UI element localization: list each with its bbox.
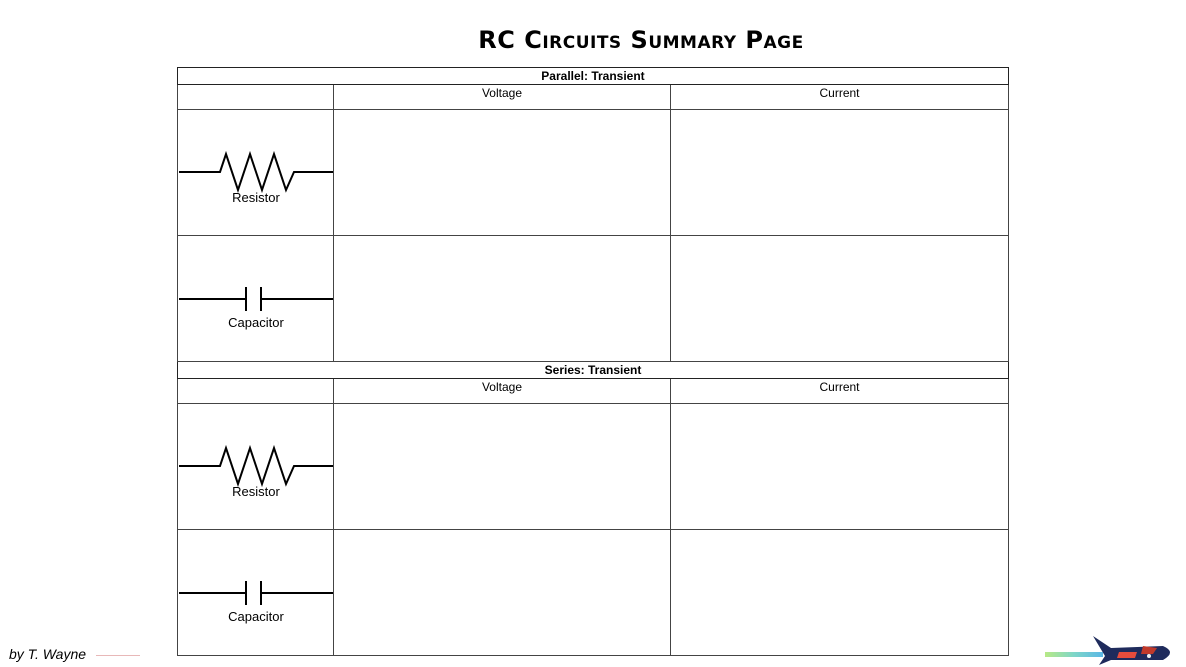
author-divider xyxy=(96,655,140,656)
resistor-label: Resistor xyxy=(232,190,280,205)
capacitor-label: Capacitor xyxy=(228,609,284,624)
resistor-symbol-cell xyxy=(178,110,334,236)
capacitor-symbol-cell xyxy=(178,236,334,362)
section-title-series: Series: Transient xyxy=(178,362,1009,379)
resistor-symbol-cell xyxy=(178,404,334,530)
column-header-voltage: Voltage xyxy=(334,379,671,404)
table-row xyxy=(178,236,1009,362)
capacitor-icon xyxy=(178,236,333,361)
column-header-current: Current xyxy=(671,379,1009,404)
series-capacitor-current-cell[interactable] xyxy=(671,530,1009,656)
page-title: RC Circuits Summary Page xyxy=(478,26,804,54)
table-row xyxy=(178,530,1009,656)
resistor-icon xyxy=(178,110,333,235)
column-header-current: Current xyxy=(671,85,1009,110)
capacitor-label: Capacitor xyxy=(228,315,284,330)
parallel-resistor-voltage-cell[interactable] xyxy=(334,110,671,236)
parallel-resistor-current-cell[interactable] xyxy=(671,110,1009,236)
capacitor-symbol-cell xyxy=(178,530,334,656)
table-row xyxy=(178,110,1009,236)
resistor-label: Resistor xyxy=(232,484,280,499)
column-header-blank xyxy=(178,85,334,110)
parallel-capacitor-current-cell[interactable] xyxy=(671,236,1009,362)
series-resistor-current-cell[interactable] xyxy=(671,404,1009,530)
resistor-icon xyxy=(178,404,333,529)
column-header-voltage: Voltage xyxy=(334,85,671,110)
section-title-parallel: Parallel: Transient xyxy=(178,68,1009,85)
series-capacitor-voltage-cell[interactable] xyxy=(334,530,671,656)
rocket-logo-icon xyxy=(1045,632,1177,666)
parallel-capacitor-voltage-cell[interactable] xyxy=(334,236,671,362)
summary-table xyxy=(177,67,1009,656)
column-header-blank xyxy=(178,379,334,404)
author-credit: by T. Wayne xyxy=(9,646,87,662)
table-row xyxy=(178,404,1009,530)
series-resistor-voltage-cell[interactable] xyxy=(334,404,671,530)
capacitor-icon xyxy=(178,530,333,655)
